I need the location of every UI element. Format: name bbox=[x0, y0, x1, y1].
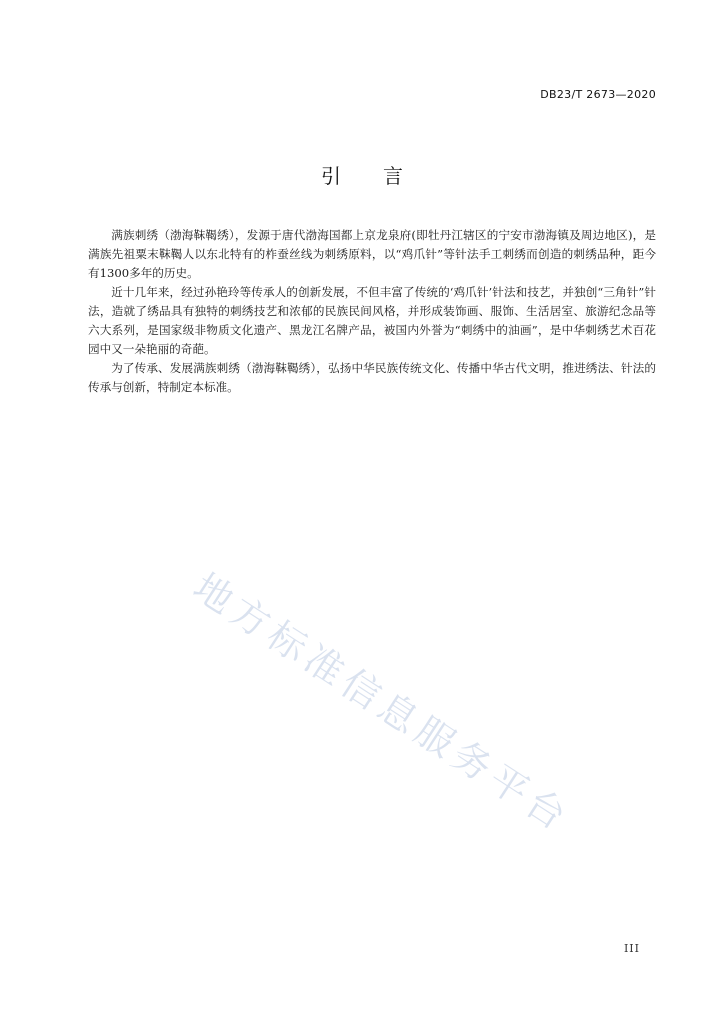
page-number: III bbox=[623, 942, 640, 955]
paragraph-1: 满族刺绣（渤海靺鞨绣），发源于唐代渤海国都上京龙泉府(即牡丹江辖区的宁安市渤海镇及周边地区)，是满族先祖粟末靺鞨人以东北特有的柞蚕丝线为刺绣原料，以“鸡爪针”等针法手工刺绣而创造的刺绣品种，距今有1300多年的历史。 bbox=[88, 228, 656, 280]
watermark: 地方标准信息服务平台 bbox=[185, 564, 579, 842]
body-text bbox=[88, 226, 656, 397]
document-code: DB23/T 2673—2020 bbox=[540, 88, 656, 101]
page-title: 引言 bbox=[321, 164, 445, 188]
paragraph-3: 为了传承、发展满族刺绣（渤海靺鞨绣），弘扬中华民族传统文化、传播中华古代文明，推进绣法、针法的传承与创新，特制定本标准。 bbox=[88, 361, 656, 394]
paragraph-2: 近十几年来，经过孙艳玲等传承人的创新发展，不但丰富了传统的‘鸡爪针’针法和技艺，并独创“三角针”针法，造就了绣品具有独特的刺绣技艺和浓郁的民族民间风格，并形成装饰画、服饰、生活居室、旅游纪念品等六大系列，是国家级非物质文化遗产、黑龙江名牌产品，被国内外誉为“刺绣中的油画”，是中华刺绣艺术百花园中又一朵艳丽的奇葩。 bbox=[88, 285, 656, 356]
